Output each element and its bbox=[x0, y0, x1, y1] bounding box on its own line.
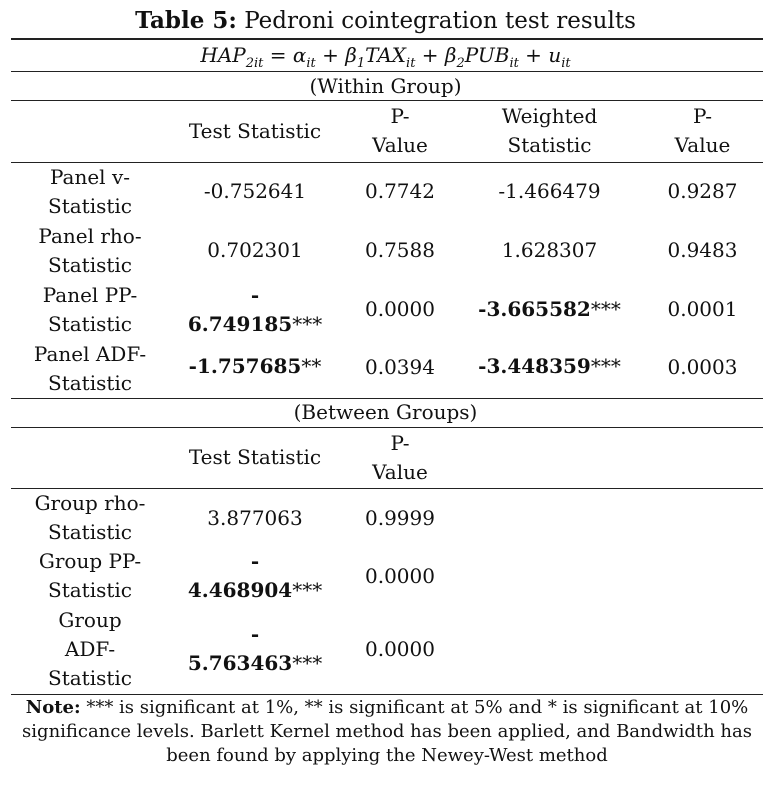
panel-rho-p1: 0.7588 bbox=[365, 238, 435, 262]
row-label-group-adf: Group ADF- Statistic bbox=[48, 608, 132, 690]
row-label-panel-pp: Panel PP- Statistic bbox=[42, 283, 138, 336]
group-rho-p1: 0.9999 bbox=[365, 506, 435, 530]
table-title bbox=[0, 6, 771, 36]
between-heading-rule bbox=[11, 427, 763, 428]
header-p-value-2: P- Value bbox=[674, 104, 731, 157]
table-note bbox=[11, 696, 763, 768]
panel-rho-weighted: 1.628307 bbox=[501, 238, 598, 262]
note-text: *** is significant at 1%, ** is significant at 5% and * is significant at 10% significance levels. Barlett Kernel method has been applied, and Bandwidth has been found by applying the Newey-West method bbox=[22, 697, 752, 766]
panel-rho-stat: 0.702301 bbox=[207, 238, 303, 262]
between-header-test-statistic: Test Statistic bbox=[188, 445, 322, 469]
group-pp-stat: - 4.468904*** bbox=[187, 549, 323, 602]
table-title-label: Table 5: bbox=[135, 7, 237, 34]
panel-rho-p2: 0.9483 bbox=[667, 238, 738, 262]
panel-pp-p2: 0.0001 bbox=[667, 297, 738, 321]
group-pp-p1: 0.0000 bbox=[365, 564, 435, 588]
table-title-text: Pedroni cointegration test results bbox=[236, 8, 636, 34]
panel-v-p1: 0.7742 bbox=[365, 179, 435, 203]
panel-adf-p1: 0.0394 bbox=[365, 355, 435, 379]
row-label-panel-adf: Panel ADF- Statistic bbox=[33, 342, 147, 395]
row-label-panel-v: Panel v- Statistic bbox=[48, 165, 132, 218]
header-p-value-1: P- Value bbox=[372, 104, 428, 157]
model-equation: $HAP_{2it} = \alpha_{it} + \beta_1TAX_{it} + \beta_2PUB_{it} + u_{it}$ bbox=[200, 43, 571, 71]
between-groups-heading: (Between Groups) bbox=[293, 400, 478, 424]
panel-pp-p1: 0.0000 bbox=[365, 297, 435, 321]
within-group-heading: (Within Group) bbox=[309, 74, 462, 98]
row-label-group-rho: Group rho- Statistic bbox=[34, 491, 146, 544]
panel-adf-stat: -1.757685** bbox=[188, 354, 322, 378]
table-bottom-rule bbox=[11, 694, 763, 695]
panel-adf-p2: 0.0003 bbox=[667, 355, 738, 379]
group-adf-stat: - 5.763463*** bbox=[187, 622, 323, 675]
row-label-panel-rho: Panel rho- Statistic bbox=[38, 224, 142, 277]
header-weighted-statistic: Weighted Statistic bbox=[501, 104, 598, 157]
panel-pp-weighted: -3.665582*** bbox=[478, 297, 621, 321]
panel-v-p2: 0.9287 bbox=[667, 179, 738, 203]
panel-adf-weighted: -3.448359*** bbox=[478, 354, 621, 378]
note-label: Note: bbox=[25, 697, 81, 718]
equation-rule bbox=[11, 71, 763, 72]
panel-pp-stat: - 6.749185*** bbox=[187, 283, 323, 336]
group-adf-p1: 0.0000 bbox=[365, 637, 435, 661]
group-rho-stat: 3.877063 bbox=[207, 506, 303, 530]
row-label-group-pp: Group PP- Statistic bbox=[38, 549, 142, 602]
panel-v-weighted: -1.466479 bbox=[498, 179, 601, 203]
panel-v-stat: -0.752641 bbox=[203, 179, 307, 203]
header-test-statistic: Test Statistic bbox=[188, 119, 322, 143]
between-header-p-value: P- Value bbox=[372, 431, 428, 484]
within-heading-rule bbox=[11, 100, 763, 101]
